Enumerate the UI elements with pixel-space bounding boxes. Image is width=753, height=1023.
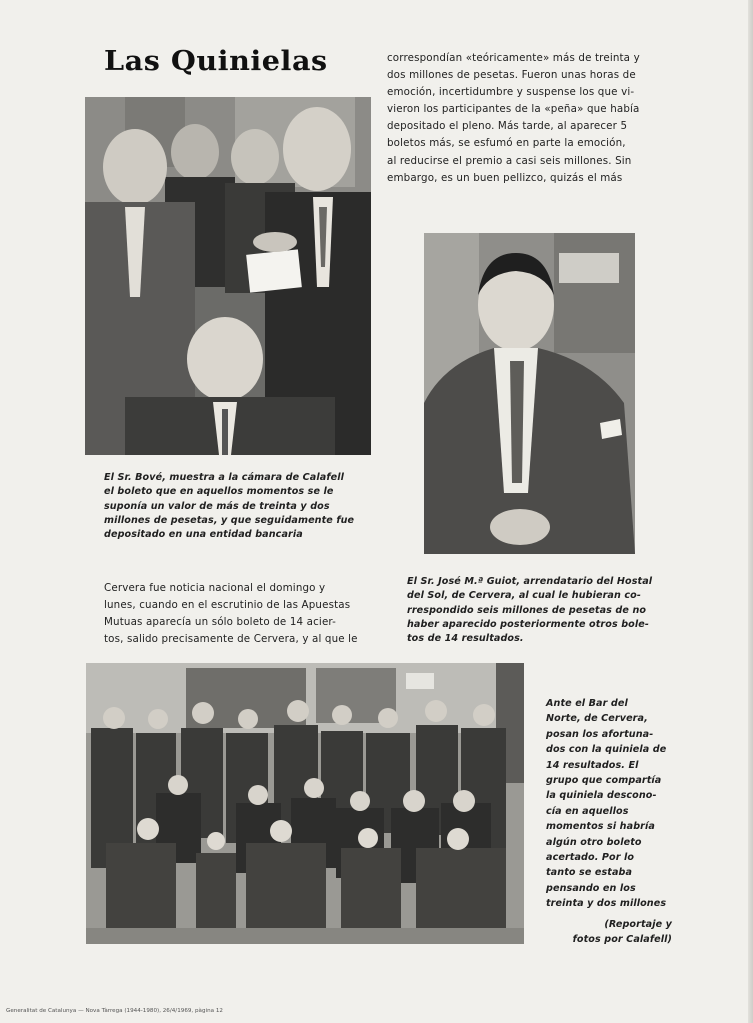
text-line: Cervera fue noticia nacional el domingo y: [104, 582, 326, 594]
caption-line: algún otro boleto: [546, 836, 642, 848]
caption-line: haber aparecido posteriormente otros bole-: [407, 618, 649, 630]
caption-line: dos con la quiniela de: [546, 744, 667, 756]
caption-line: tanto se estaba: [546, 867, 633, 879]
text-line: depositado el pleno. Más tarde, al aparecer 5: [387, 120, 628, 133]
caption-line: tos de 14 resultados.: [407, 633, 524, 645]
text-line: tos, salido precisamente de Cervera, y al que le: [104, 633, 358, 646]
caption-line: depositado en una entidad bancaria: [104, 529, 303, 541]
archive-footer: Generalitat de Catalunya — Nova Tàrrega (1944-1980), 26/4/1969, pàgina 12: [6, 1008, 223, 1014]
text-line: boletos más, se esfumó en parte la emoción,: [387, 137, 626, 150]
caption-line: millones de pesetas, y que seguidamente fue: [104, 514, 355, 526]
text-line: lunes, cuando en el escrutinio de las Apuestas: [104, 599, 351, 612]
caption-line: rrespondido seis millones de pesetas de no: [407, 604, 647, 616]
caption-line: momentos si habría: [546, 821, 655, 833]
photo-guiot-portrait: [424, 233, 635, 554]
text-line: dos millones de pesetas. Fueron unas horas de: [387, 69, 636, 82]
caption-line: grupo que compartía: [546, 775, 662, 787]
photo-bove-ticket: [85, 97, 371, 455]
caption-line: el boleto que en aquellos momentos se le: [104, 486, 334, 498]
article-text-top: [387, 50, 675, 187]
article-title: Las Quinielas: [104, 46, 328, 77]
text-line: emoción, incertidumbre y suspense los que vi-: [387, 86, 635, 99]
photo3-caption: [546, 696, 676, 912]
caption-line: la quiniela descono-: [546, 790, 657, 802]
text-line: al reducirse el premio a casi seis millones. Sin: [387, 154, 632, 167]
caption-line: cía en aquellos: [546, 805, 629, 817]
text-line: Mutuas aparecía un sólo boleto de 14 acier-: [104, 616, 337, 629]
caption-line: del Sol, de Cervera, al cual le hubieran co-: [407, 590, 641, 602]
caption-line: Ante el Bar del: [546, 698, 628, 709]
caption-line: El Sr. José M.ª Guiot, arrendatario del Hostal: [407, 576, 653, 587]
caption-line: pensando en los: [546, 882, 636, 894]
caption-line: El Sr. Bové, muestra a la cámara de Calafell: [104, 472, 345, 483]
credit-line: (Reportaje y: [604, 919, 672, 930]
text-line: correspondían «teóricamente» más de treinta y: [387, 52, 640, 64]
credit-line: fotos por Calafell): [572, 934, 672, 946]
text-line: embargo, es un buen pellizco, quizás el más: [387, 171, 623, 184]
caption-line: 14 resultados. El: [546, 759, 639, 771]
text-line: vieron los participantes de la «peña» que había: [387, 103, 640, 116]
photo-group-bar-norte: [86, 663, 524, 944]
article-text-lower: [104, 580, 376, 648]
caption-line: treinta y dos millones: [546, 898, 667, 910]
photo1-caption: [104, 471, 384, 542]
page-edge: [748, 0, 753, 1023]
caption-line: suponía un valor de más de treinta y dos: [104, 500, 330, 512]
caption-line: posan los afortuna-: [546, 728, 654, 740]
photo-credit: [566, 917, 672, 948]
caption-line: Norte, de Cervera,: [546, 713, 648, 725]
photo2-caption: [407, 575, 677, 646]
caption-line: acertado. Por lo: [546, 852, 635, 864]
